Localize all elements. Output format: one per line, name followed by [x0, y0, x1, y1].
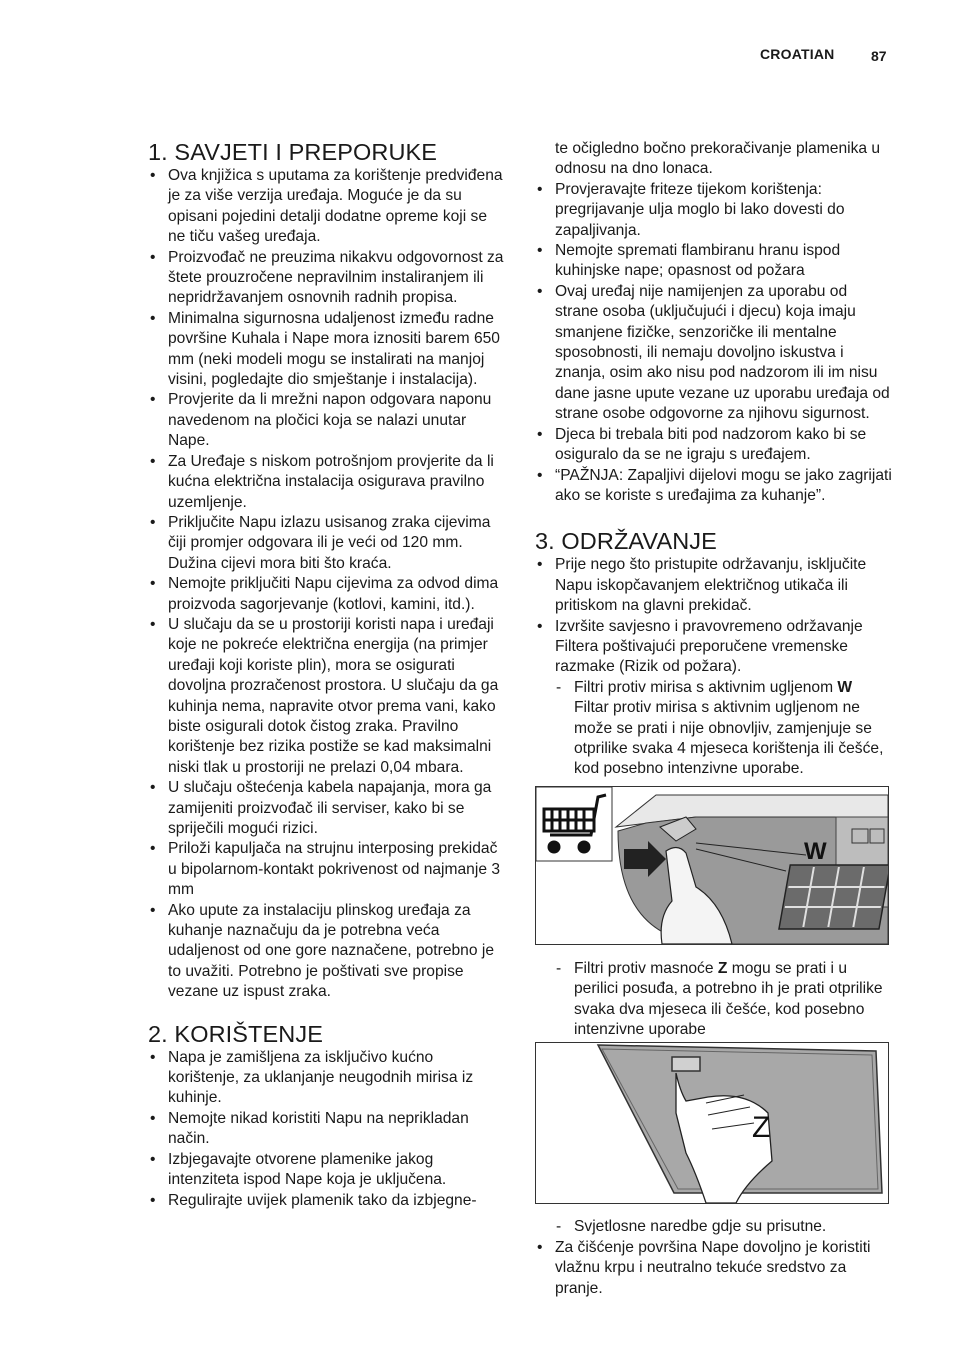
sub-item-prefix: Filtri protiv mirisa s aktivnim ugljenom [574, 678, 838, 696]
right-column [535, 139, 893, 1299]
list-item: • Nemojte nikad koristiti Napu na neprikladan način. [148, 1109, 504, 1150]
list-item-continuation: te očigledno bočno prekoračivanje plamenika u odnosu na dno lonaca. [555, 140, 881, 178]
list-item: • U slučaju oštećenja kabela napajanja, mora ga zamijeniti proizvođač ili serviser, kako bi se spriječili mogući rizici. [148, 778, 504, 839]
list-item: • Minimalna sigurnosna udaljenost između radne površine Kuhala i Nape mora iznositi barem 650 mm (neki modeli mogu se instalirati na manjoj visini, pogledajte dio smještanje i instalacija). [148, 309, 504, 391]
left-column [148, 139, 504, 1211]
sub-item-grease-filter [535, 959, 893, 1041]
charcoal-filter-panel [779, 865, 888, 929]
sub-item-prefix: Filtri protiv masnoće [574, 959, 718, 977]
list-item: • Ovaj uređaj nije namijenjen za uporabu od strane osoba (uključujući i djecu) koja imaju smanjene fizičke, senzoričke ili mentalne sposobnosti, ili nemaju dovoljno iskustva i znanja, osim ako nisu pod nadzorom ili im nisu dane jasne upute vezane uz uporabu uređaja od strane osobe odgovorne za njihovu sigurnost. [535, 282, 893, 425]
section-2-list-continued [535, 180, 893, 507]
section-1-list [148, 166, 504, 1003]
sub-item-text: Filtar protiv mirisa s aktivnim ugljenom ne može se prati i nije obnovljiv, zamjenjuje se otprilike svaka 4 mjeseca korištenja ili češće, kod posebno intenzivne uporabe. [574, 699, 884, 778]
list-item: • Regulirajte uvijek plamenik tako da izbjegne- [148, 1191, 504, 1211]
list-item: • Djeca bi trebala biti pod nadzorom kako bi se osiguralo da se ne igraju s uređajem. [535, 425, 893, 466]
list-item: • Napa je zamišljena za isključivo kućno korištenje, za uklanjanje neugodnih mirisa iz kuhinje. [148, 1048, 504, 1109]
list-item: • Priključite Napu izlazu usisanog zraka cijevima čiji promjer odgovara ili je veći od 120 mm. Dužina cijevi mora biti što kraća. [148, 513, 504, 574]
list-item: • “PAŽNJA: Zapaljivi dijelovi mogu se jako zagrijati ako se koriste s uređajima za kuhanje”. [535, 466, 893, 507]
list-item: • Provjeravajte friteze tijekom korištenja: pregrijavanje ulja moglo bi lako dovesti do zapaljivanja. [535, 180, 893, 241]
sub-item-light-controls: - Svjetlosne naredbe gdje su prisutne. [535, 1217, 893, 1237]
page-number: 87 [871, 48, 887, 64]
list-item: • Nemojte priključiti Napu cijevima za odvod dima proizvoda sagorjevanje (kotlovi, kamini, itd.). [148, 574, 504, 615]
section-3-list-end [535, 1238, 893, 1299]
list-item: • Za Uređaje s niskom potrošnjom provjerite da li kućna električna instalacija osigurava pravilno uzemljenje. [148, 452, 504, 513]
list-item: • Priloži kapuljača na strujnu interposing prekidač u bipolarnom-kontakt pokrivenost od najmanje 3 mm [148, 839, 504, 900]
list-item: • Izbjegavajte otvorene plamenike jakog intenziteta ispod Nape koja je uključena. [148, 1150, 504, 1191]
figure-label-z: Z [752, 1111, 771, 1145]
figure-label-w: W [804, 837, 827, 865]
charcoal-filter-drawing [536, 787, 888, 944]
list-item: • Nemojte spremati flambiranu hranu ispod kuhinjske nape; opasnost od požara [535, 241, 893, 282]
list-item: • Ova knjižica s uputama za korištenje predviđena je za više verzija uređaja. Moguće je da su opisani pojedini detalji dodatne opreme koji se ne tiču vašeg uređaja. [148, 166, 504, 248]
list-item: • Prije nego što pristupite održavanju, isključite Napu iskopčavanjem električnog utikača ili pritiskom na glavni prekidač. [535, 555, 893, 616]
list-item: • Proizvođač ne preuzima nikakvu odgovornost za štete prouzročene nepravilnim instaliranjem ili nepridržavanjem osnovnih radnih propisa. [148, 248, 504, 309]
grease-filter-illustration [535, 1042, 889, 1204]
list-item: • Za čišćenje površina Nape dovoljno je koristiti vlažnu krpu i neutralno tekuće sredstvo za pranje. [535, 1238, 893, 1299]
section-2-title: 2. KORIŠTENJE [148, 1020, 323, 1047]
sub-item-charcoal-filter [535, 678, 893, 780]
list-item: • U slučaju da se u prostoriji koristi napa i uređaji koje ne pokreće električna energija (na primjer uređaji koji koriste plin), mora se osigurati dovoljna prozračenost prostora. U slučaju da ga kuhinja nema, napravite otvor prema vani, kako biste osigurali dotok čistog zraka. Pravilno korištenje bez rizika postiže se kad maksimalni niski tlak u prostoriji ne prelazi 0,04 mbara. [148, 615, 504, 778]
list-item: • Izvršite savjesno i pravovremeno održavanje Filtera poštivajući preporučene vremenske razmake (Rizik od požara). [535, 617, 893, 678]
header-language: CROATIAN [760, 46, 835, 62]
section-1-title: 1. SAVJETI I PREPORUKE [148, 139, 438, 165]
list-item: • Provjerite da li mrežni napon odgovara naponu navedenom na pločici koja se nalazi unutar Nape. [148, 390, 504, 451]
filter-letter-w: W [837, 678, 853, 696]
sub-item-text: mogu se prati i u perilici posuđa, a potrebno ih je prati otprilike svaka dva mjeseca ili češće, kod posebno intenzivne uporabe [574, 959, 883, 1038]
section-2-list [148, 1048, 504, 1211]
charcoal-filter-illustration [535, 786, 889, 945]
grease-filter-drawing [536, 1043, 888, 1203]
list-item: • Ako upute za instalaciju plinskog uređaja za kuhanje naznačuju da je potrebna veća udaljenost od one gore naznačene, potrebno je to uvažiti. Potrebno je poštivati sve propise vezane uz ispust zraka. [148, 901, 504, 1003]
filter-letter-z: Z [717, 959, 728, 977]
section-3-title: 3. ODRŽAVANJE [535, 528, 717, 555]
section-3-list [535, 555, 893, 677]
